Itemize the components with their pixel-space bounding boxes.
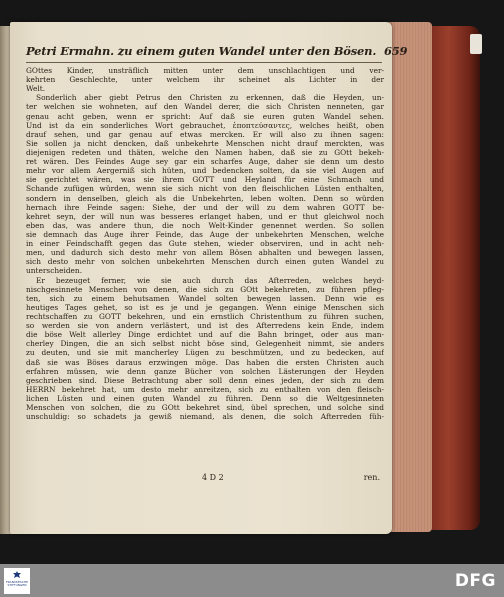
body-text: [26, 66, 384, 421]
text-line: rechtschaffen zu GOTT bekehren, und ein ernstlich Christenthum zu führen suchen,: [26, 311, 384, 321]
running-head: [26, 44, 408, 58]
text-line: zu deuten, und sie mit mancherley Lügen zu beschmützen, und zu bedecken, auf: [26, 348, 384, 358]
text-line: in einer Feindschafft gegen das Gute stehen, wieder observiren, und in acht neh-: [26, 239, 384, 249]
text-line: die böse Welt allerley Dinge erdichtet und auf die Bahn bringet, oder aus man-: [26, 330, 384, 340]
text-line: genau acht geben, wenn er spricht: Auf daß sie euren guten Wandel sehen.: [26, 111, 384, 121]
text-line: Welt.: [26, 84, 46, 94]
text-line: nischgesinnete Menschen von denen, die sich zu GOtt bekehreten, zu führen pfleg-: [26, 284, 384, 294]
text-line: geschrieben sind. Diese Betrachtung aber soll denn eines jeden, der sich zu dem: [26, 375, 384, 385]
page-footer: [26, 473, 382, 485]
bookmark-tab: [470, 34, 482, 54]
text-line: eben das, was andere thun, die noch Welt-Kinder genennet werden. So sollen: [26, 220, 384, 230]
text-line: cherley Dingen, die an sich selbst nicht böse sind, Gelegenheit nimmt, sie anders: [26, 339, 384, 349]
text-line: sie demnach das Auge ihrer Feinde, das Auge der unbekehrten Menschen, welche: [26, 229, 384, 239]
book-cover: [428, 26, 480, 530]
text-line: unschuldig: so schadets ja gewiß niemand, als denen, die solch Afterreden füh-: [26, 412, 384, 422]
text-line: daß sie was Böses daraus erzwingen möge. Das haben die ersten Christen auch: [26, 357, 384, 367]
eagle-logo-icon: [12, 570, 22, 580]
text-line: ret wären. Des Feindes Auge sey gar ein scharfes Auge, daher sie denn um desto: [26, 157, 384, 167]
text-line: Sonderlich aber giebt Petrus den Christen zu erkennen, daß die Heyden, un-: [36, 93, 384, 103]
text-line: sondern in denselben, gleich als die Unbekehrten, leben wolten. Denn so würden: [26, 193, 384, 203]
text-line: diejenigen redeten und thäten, welche den Namen haben, daß sie zu GOtt bekeh-: [26, 147, 384, 157]
header-rule: [26, 62, 382, 63]
text-line: erfahren müssen, wie denn ganze Bücher von solchen Lästerungen der Heyden: [26, 366, 384, 376]
dfg-logo[interactable]: DFG: [454, 571, 496, 591]
text-line: drauf sehen, und gar genau auf etwas mercken. Er will also zu ihnen sagen:: [26, 129, 384, 139]
text-line: heutiges Tages gehet, so ist es je und je gegangen. Wenn einige Menschen sich: [26, 302, 384, 312]
text-line: Er bezeuget ferner, wie sie auch durch das Afterreden, welches heyd-: [36, 275, 384, 285]
signature-mark: 4 D 2: [202, 473, 224, 482]
text-line: sich desto mehr von solchen unbekehrten Menschen durch einen guten Wandel zu: [26, 257, 384, 267]
text-line: Menschen von solchen, die zu GOtt bekehret sind, übel sprechen, und solche sind: [26, 403, 384, 413]
text-line: ter welchen sie wohneten, auf den Wandel derer, die sich Christen nenneten, gar: [26, 102, 384, 112]
text-line: kehrten Geschlechte, unter welchem ihr scheinet als Lichter in der: [26, 75, 384, 85]
text-line: ten, sich zu einem behutsamen Wandel solten bewegen lassen. Denn wie es: [26, 293, 384, 303]
institution-logo-text: FRANCKESCHE STIFTUNGEN: [5, 580, 29, 588]
text-line: kehret seyn, der will nun was besseres erlanget haben, und er thut gleichwol noch: [26, 211, 384, 221]
text-line: mehr vor allem Aergerniß sich hüten, und bedencken solten, da sie viel Augen auf: [26, 166, 384, 176]
text-line: lichen Lüsten und einen guten Wandel zu führen. Denn so die Weltgesinneten: [26, 393, 384, 403]
text-line: sie gerichtet wären, was sie ihrem GOTT und Heyland für eine Schmach und: [26, 175, 384, 185]
text-line: Schande zufügen würden, wenn sie sich nicht von den fleischlichen Lüsten enthalten,: [26, 184, 384, 194]
viewer-footer-bar: [0, 564, 504, 597]
text-line: Und ist da ein sonderliches Wort gebrauchet, ἐποπτεύσαντες, welches heißt, oben: [26, 120, 384, 130]
running-head-title: Petri Ermahn. zu einem guten Wandel unter den Bösen.: [26, 44, 377, 58]
page-fore-edge: [388, 22, 432, 532]
text-line: men, und dadurch sich desto mehr von allem Bösen abhalten und bewegen lassen,: [26, 248, 384, 258]
institution-logo[interactable]: [4, 568, 30, 594]
catchword: ren.: [363, 473, 380, 482]
text-line: hernach ihre Feinde sagen: Siehe, der und der will zu dem wahren GOTT be-: [26, 202, 384, 212]
text-line: GOttes Kinder, unsträflich mitten unter dem unschlachtigen und ver-: [26, 66, 384, 75]
text-line: Sie sollen ja nicht dencken, daß unbekehrte Menschen nicht drauf merckten, was: [26, 138, 384, 148]
text-line: unterscheiden.: [26, 266, 83, 276]
text-line: HERRN bekehret hat, um desto mehr anreitzen, sich zu enthalten von den fleisch-: [26, 384, 384, 394]
text-line: so werden sie von andern verlästert, und ist des Afterredens kein Ende, indem: [26, 321, 384, 331]
page-number: 659: [383, 44, 408, 58]
